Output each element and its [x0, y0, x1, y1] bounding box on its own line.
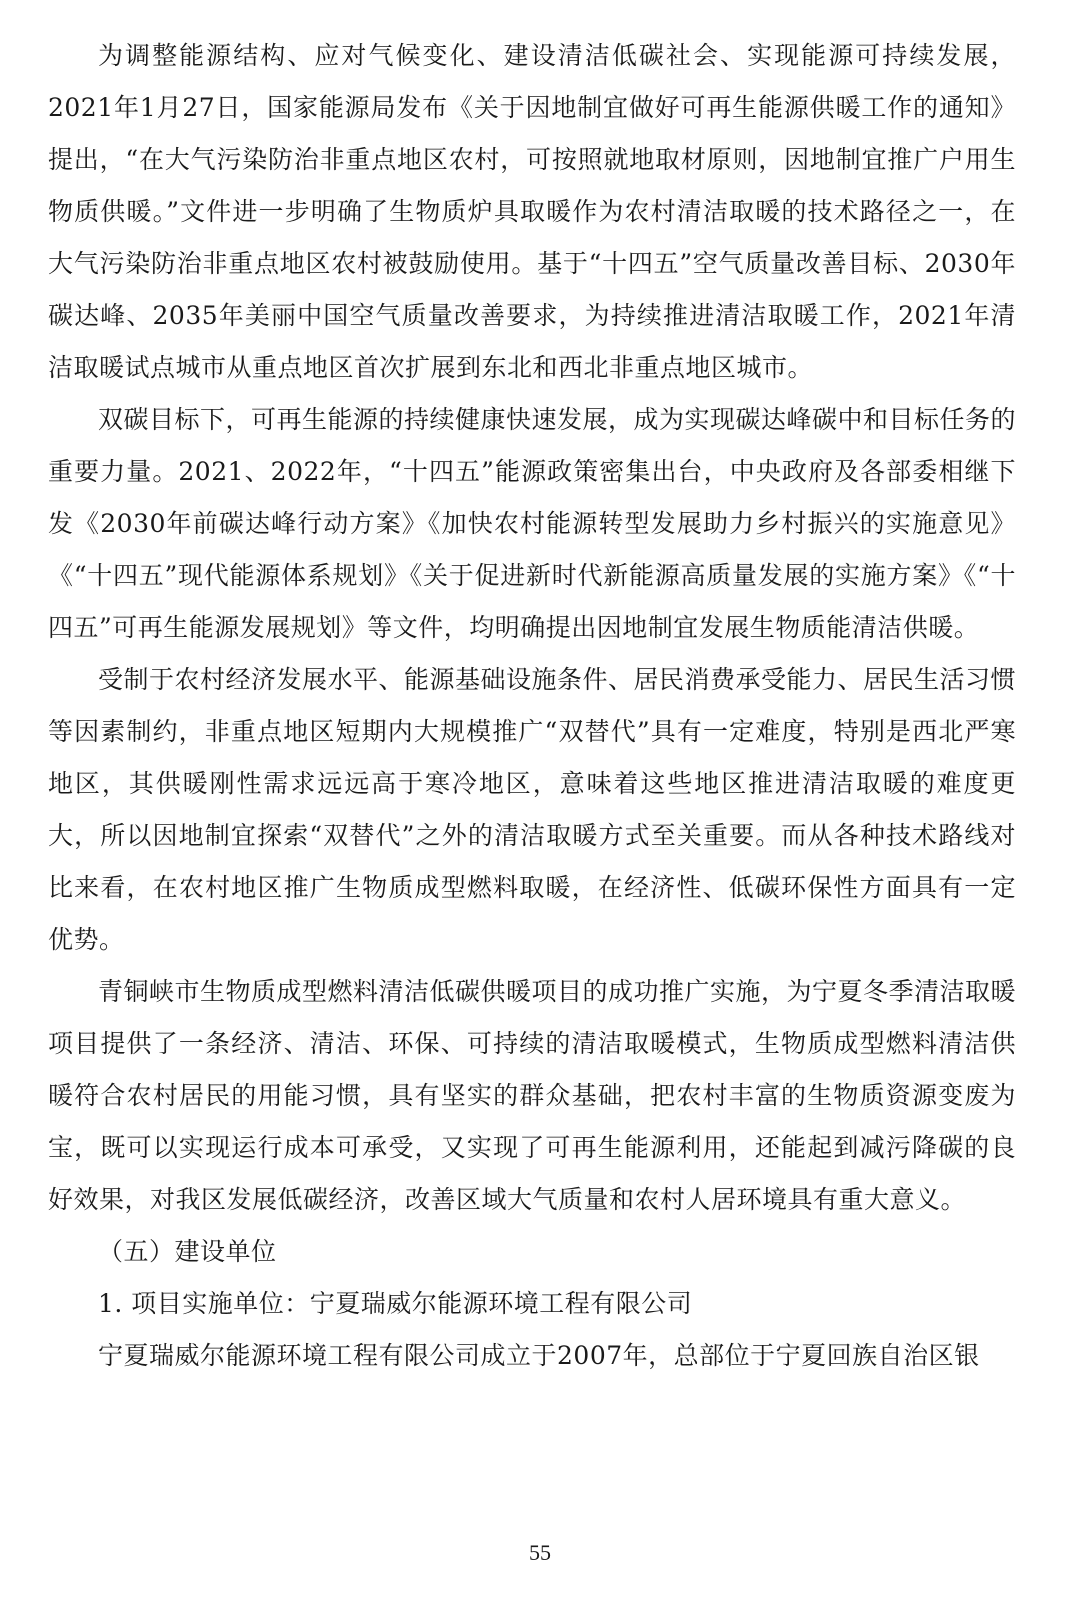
paragraph-dual-carbon: 双碳目标下，可再生能源的持续健康快速发展，成为实现碳达峰碳中和目标任务的重要力量。2021、2022年，“十四五”能源政策密集出台，中央政府及各部委相继下发《2030年前碳达峰行动方案》《加快农村能源转型发展助力乡村振兴的实施意见》《“十四五”现代能源体系规划》《关于促进新时代新能源高质量发展的实施方案》《“十四五”可再生能源发展规划》等文件，均明确提出因地制宜发展生物质能清洁供暖。 — [48, 405, 1017, 642]
paragraph-company-intro: 宁夏瑞威尔能源环境工程有限公司成立于2007年，总部位于宁夏回族自治区银 — [98, 1341, 980, 1370]
paragraph-heating-policy: 为调整能源结构、应对气候变化、建设清洁低碳社会、实现能源可持续发展，2021年1月27日，国家能源局发布《关于因地制宜做好可再生能源供暖工作的通知》提出，“在大气污染防治非重点地区农村，可按照就地取材原则，因地制宜推广户用生物质供暖。”文件进一步明确了生物质炉具取暖作为农村清洁取暖的技术路径之一，在大气污染防治非重点地区农村被鼓励使用。基于“十四五”空气质量改善目标、2030年碳达峰、2035年美丽中国空气质量改善要求，为持续推进清洁取暖工作，2021年清洁取暖试点城市从重点地区首次扩展到东北和西北非重点地区城市。 — [48, 41, 1016, 382]
paragraph-qingtongxia-project: 青铜峡市生物质成型燃料清洁低碳供暖项目的成功推广实施，为宁夏冬季清洁取暖项目提供了一条经济、清洁、环保、可持续的清洁取暖模式，生物质成型燃料清洁供暖符合农村居民的用能习惯，具有坚实的群众基础，把农村丰富的生物质资源变废为宝，既可以实现运行成本可承受，又实现了可再生能源利用，还能起到减污降碳的良好效果，对我区发展低碳经济，改善区域大气质量和农村人居环境具有重大意义。 — [48, 977, 1017, 1214]
paragraph-rural-constraints: 受制于农村经济发展水平、能源基础设施条件、居民消费承受能力、居民生活习惯等因素制约，非重点地区短期内大规模推广“双替代”具有一定难度，特别是西北严寒地区，其供暖刚性需求远远高于寒冷地区，意味着这些地区推进清洁取暖的难度更大，所以因地制宜探索“双替代”之外的清洁取暖方式至关重要。而从各种技术路线对比来看，在农村地区推广生物质成型燃料取暖，在经济性、低碳环保性方面具有一定优势。 — [48, 665, 1017, 954]
page-number: 55 — [529, 1540, 551, 1565]
subheading-implementing-unit: 1. 项目实施单位：宁夏瑞威尔能源环境工程有限公司 — [98, 1289, 693, 1318]
document-body — [48, 30, 1016, 1382]
section-heading: （五）建设单位 — [98, 1237, 277, 1266]
